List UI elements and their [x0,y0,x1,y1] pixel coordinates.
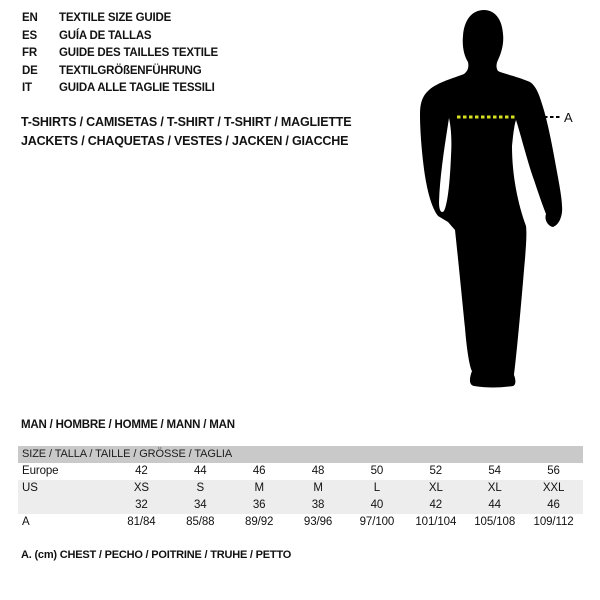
row-label [18,497,112,514]
table-row-europe [18,463,583,480]
table-cell: 46 [547,499,560,511]
table-cell: M [313,482,323,494]
table-cell: 56 [547,465,560,477]
table-row-us [18,480,583,497]
measurement-footnote: A. (cm) CHEST / PECHO / POITRINE / TRUHE / PETTO [21,549,292,561]
language-list [22,10,218,98]
table-cell: 105/108 [474,516,516,528]
table-cell: 50 [370,465,384,477]
language-row [22,10,218,28]
table-cell: 52 [429,465,443,477]
table-row-chest-a [18,514,583,531]
size-table [18,446,583,531]
category-line-jackets: JACKETS / CHAQUETAS / VESTES / JACKEN / GIACCHE [21,133,349,148]
row-label: US [22,482,38,494]
language-code: DE [22,64,38,77]
table-cell: 101/104 [415,516,457,528]
row-label: A [22,516,30,528]
table-cell: XS [133,482,150,494]
table-cell: 81/84 [127,516,156,528]
table-row-us-numeric [18,497,583,514]
section-title-man: MAN / HOMBRE / HOMME / MANN / MAN [21,419,235,431]
table-cell: 42 [135,465,148,477]
language-row [22,45,218,63]
man-silhouette-figure [416,8,576,388]
category-line-tshirts: T-SHIRTS / CAMISETAS / T-SHIRT / T-SHIRT / MAGLIETTE [21,115,352,129]
table-cell: 109/112 [533,516,574,528]
language-label: TEXTILGRÖßENFÜHRUNG [59,64,202,77]
table-cell: 38 [311,499,325,511]
table-cell: M [254,482,264,494]
table-cell: 34 [194,499,207,511]
table-cell: 44 [488,499,501,511]
table-cell: 42 [429,499,443,511]
category-block [21,113,351,150]
table-cell: 44 [194,465,207,477]
table-cell: 40 [370,499,384,511]
table-cell: XL [428,482,443,494]
language-code: IT [22,82,32,95]
table-cell: 48 [311,465,325,477]
language-code: FR [22,47,37,60]
table-cell: 97/100 [359,516,395,528]
table-cell: S [196,482,205,494]
table-cell: 93/96 [303,516,333,528]
table-cell: 46 [252,465,266,477]
man-silhouette [416,8,576,388]
table-cell: XXL [542,482,565,494]
language-row [22,63,218,81]
table-cell: XL [487,482,502,494]
language-code: ES [22,29,37,42]
row-label: Europe [22,465,59,477]
table-cell: 85/88 [186,516,215,528]
table-cell: L [373,482,381,494]
size-table-header: SIZE / TALLA / TAILLE / GRÖSSE / TAGLIA [18,446,583,463]
language-label: GUÍA DE TALLAS [59,29,152,42]
table-cell: 36 [252,499,266,511]
language-label: GUIDA ALLE TAGLIE TESSILI [59,82,215,95]
table-cell: 32 [135,499,148,511]
language-row [22,28,218,46]
language-row [22,80,218,98]
language-label: GUIDE DES TAILLES TEXTILE [59,47,218,60]
table-cell: 89/92 [245,516,274,528]
table-cell: 54 [488,465,501,477]
language-label: TEXTILE SIZE GUIDE [59,12,172,24]
measure-label-a: A [564,110,573,125]
language-code: EN [22,12,38,24]
